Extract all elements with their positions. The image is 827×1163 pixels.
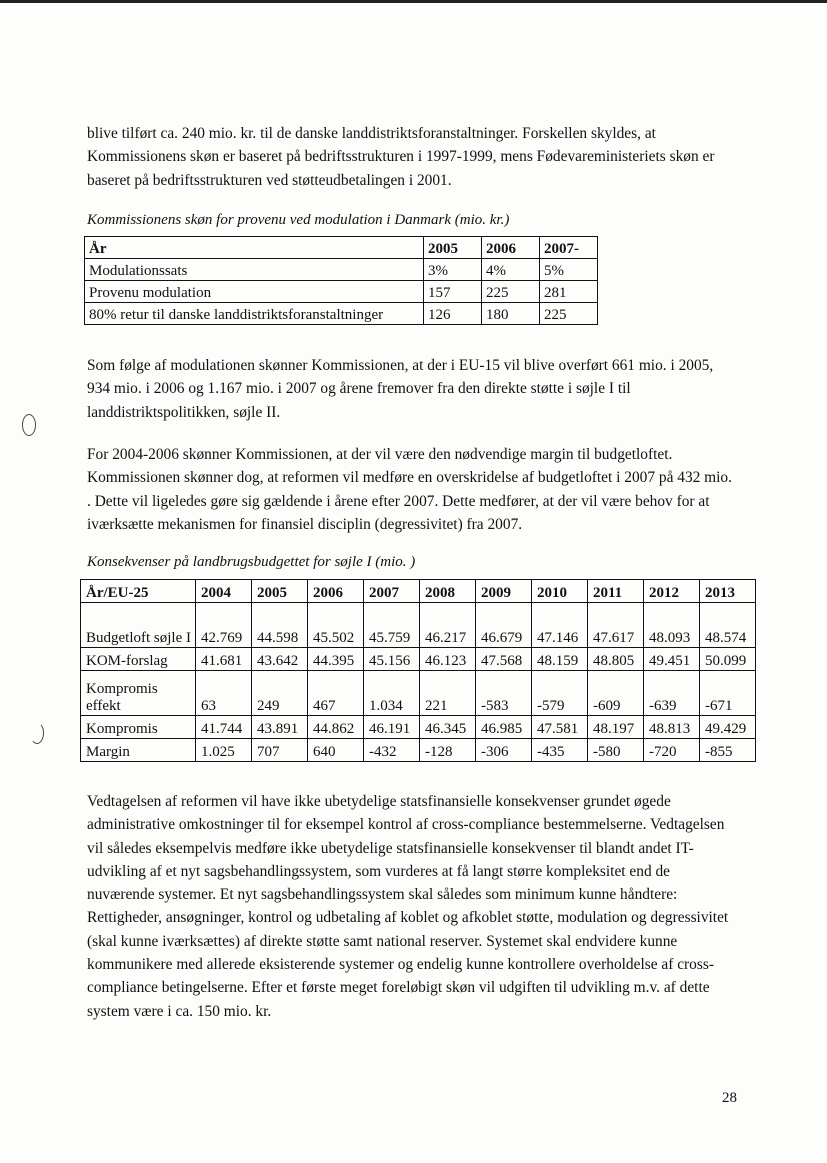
table-cell: 157 [424, 281, 482, 303]
table-cell: 180 [482, 303, 540, 325]
table-cell: 1.025 [196, 739, 252, 762]
table-cell: 44.598 [252, 603, 308, 648]
table-cell: 48.159 [532, 648, 588, 671]
paragraph-1: blive tilført ca. 240 mio. kr. til de danske landdistriktsforanstaltninger. Forskellen skyldes, at Kommissionens skøn er baseret på bedriftsstrukturen i 1997-1999, mens Fødevareministeriets skøn er baseret på bedriftsstrukturen ved støtteudbetalingen i 2001. [87, 125, 715, 189]
table-cell: 48.093 [644, 603, 700, 648]
table-header-cell: 2005 [252, 580, 308, 603]
table-header-cell: 2006 [308, 580, 364, 603]
table-cell: 225 [482, 281, 540, 303]
table-cell: -432 [364, 739, 420, 762]
table-row [81, 603, 756, 648]
table-cell: 225 [540, 303, 598, 325]
paragraph-4: Vedtagelsen af reformen vil have ikke ubetydelige statsfinansielle konsekvenser grundet øgede administrative omkostninger til for eksempel kontrol af cross-compliance bestemmelserne. Vedtagelsen vil således eksempelvis medføre ikke ubetydelige statsfinansielle konsekvenser til blandt andet IT-udvikling af et nyt sagsbehandlingssystem, som vurderes at få langt større kompleksitet end de nuværende systemer. Et nyt sagsbehandlingssystem skal således som minimum kunne håndtere: Rettigheder, ansøgninger, kontrol og udbetaling af koblet og afkoblet støtte, modulation og degressivitet (skal kunne iværksættes) af direkte støtte samt national reserver. Systemet skal endvidere kunne kommunikere med allerede eksisterende systemer og endelig kunne kontrollere overholdelse af cross-compliance betingelserne. Efter et første meget foreløbigt skøn vil udgiften til udvikling m.v. af dette system være i ca. 150 mio. kr. [87, 793, 729, 1020]
table-row [81, 739, 756, 762]
table-cell: 3% [424, 259, 482, 281]
table-cell: -609 [588, 671, 644, 716]
table-cell: 41.681 [196, 648, 252, 671]
table-cell: 43.891 [252, 716, 308, 739]
punch-hole-mark [30, 722, 44, 744]
scan-edge-line [0, 0, 827, 3]
table-cell: 48.813 [644, 716, 700, 739]
table-cell: -580 [588, 739, 644, 762]
table-cell: Kompromis [81, 716, 196, 739]
paragraph-2: Som følge af modulationen skønner Kommissionen, at der i EU-15 vil blive overført 661 mio. i 2005, 934 mio. i 2006 og 1.167 mio. i 2007 og årene fremover fra den direkte støtte i søjle I til landdistriktspolitikken, søjle II. [87, 357, 714, 421]
table-cell: 47.617 [588, 603, 644, 648]
table-cell: -306 [476, 739, 532, 762]
table-cell: Margin [81, 739, 196, 762]
table-row [85, 259, 598, 281]
table-cell: 5% [540, 259, 598, 281]
table-cell: 47.146 [532, 603, 588, 648]
table-cell: 45.156 [364, 648, 420, 671]
table-cell: Budgetloft søjle I [81, 603, 196, 648]
table-cell: Kompromis effekt [81, 671, 196, 716]
table-cell: 49.429 [700, 716, 756, 739]
table-row [81, 671, 756, 716]
table-cell: 46.345 [420, 716, 476, 739]
table-cell: 80% retur til danske landdistriktsforanstaltninger [85, 303, 424, 325]
table-cell: 41.744 [196, 716, 252, 739]
table-header-cell: 2006 [482, 237, 540, 259]
table-header-cell: År/EU-25 [81, 580, 196, 603]
table-header-row [81, 580, 756, 603]
table-cell: -855 [700, 739, 756, 762]
table-header-cell: 2004 [196, 580, 252, 603]
table-cell: 46.679 [476, 603, 532, 648]
table-cell: -583 [476, 671, 532, 716]
table-row [85, 303, 598, 325]
table-cell: 281 [540, 281, 598, 303]
table-cell: -435 [532, 739, 588, 762]
table-cell: 45.759 [364, 603, 420, 648]
table-cell: Modulationssats [85, 259, 424, 281]
table-cell: KOM-forslag [81, 648, 196, 671]
table-cell: 640 [308, 739, 364, 762]
table-cell: -639 [644, 671, 700, 716]
table-header-cell: 2008 [420, 580, 476, 603]
table-cell: 47.581 [532, 716, 588, 739]
table-cell: 46.217 [420, 603, 476, 648]
table1-caption: Kommissionens skøn for provenu ved modulation i Danmark (mio. kr.) [87, 212, 510, 228]
page-number: 28 [722, 1090, 737, 1106]
table-cell: 46.123 [420, 648, 476, 671]
table-cell: 221 [420, 671, 476, 716]
table-header-cell: 2010 [532, 580, 588, 603]
table-header-cell: År [85, 237, 424, 259]
table-cell: 48.197 [588, 716, 644, 739]
budget-table [80, 579, 756, 762]
table-cell: 707 [252, 739, 308, 762]
table-cell: 50.099 [700, 648, 756, 671]
table-row [85, 281, 598, 303]
table-cell: 45.502 [308, 603, 364, 648]
table-cell: 467 [308, 671, 364, 716]
table-header-cell: 2009 [476, 580, 532, 603]
table-row [81, 716, 756, 739]
punch-hole-mark [22, 414, 36, 436]
table-cell: 48.805 [588, 648, 644, 671]
table-cell: 46.191 [364, 716, 420, 739]
table-header-cell: 2005 [424, 237, 482, 259]
table-header-cell: 2013 [700, 580, 756, 603]
table-cell: 49.451 [644, 648, 700, 671]
table-cell: 63 [196, 671, 252, 716]
table-header-row [85, 237, 598, 259]
table-cell: 46.985 [476, 716, 532, 739]
table-header-cell: 2007- [540, 237, 598, 259]
table-cell: -720 [644, 739, 700, 762]
table-cell: 44.395 [308, 648, 364, 671]
table-cell: 48.574 [700, 603, 756, 648]
table-cell: -671 [700, 671, 756, 716]
table-cell: 47.568 [476, 648, 532, 671]
table-row [81, 648, 756, 671]
modulation-table [84, 236, 598, 325]
table-cell: 126 [424, 303, 482, 325]
table-cell: 42.769 [196, 603, 252, 648]
table-cell: 1.034 [364, 671, 420, 716]
table2-caption: Konsekvenser på landbrugsbudgettet for søjle I (mio. ) [87, 554, 416, 570]
table-cell: 44.862 [308, 716, 364, 739]
table-header-cell: 2007 [364, 580, 420, 603]
paragraph-3: For 2004-2006 skønner Kommissionen, at der vil være den nødvendige margin til budgetloftet. Kommissionen skønner dog, at reformen vil medføre en overskridelse af budgetloftet i 2007 på 432 mio. . Dette vil ligeledes gøre sig gældende i årene efter 2007. Dette medfører, at der vil være behov for at iværksætte mekanismen for finansiel disciplin (degressivitet) fra 2007. [87, 446, 732, 533]
table-cell: 4% [482, 259, 540, 281]
table-cell: -579 [532, 671, 588, 716]
table-header-cell: 2011 [588, 580, 644, 603]
table-cell: Provenu modulation [85, 281, 424, 303]
table-cell: -128 [420, 739, 476, 762]
table-cell: 249 [252, 671, 308, 716]
table-header-cell: 2012 [644, 580, 700, 603]
table-cell: 43.642 [252, 648, 308, 671]
